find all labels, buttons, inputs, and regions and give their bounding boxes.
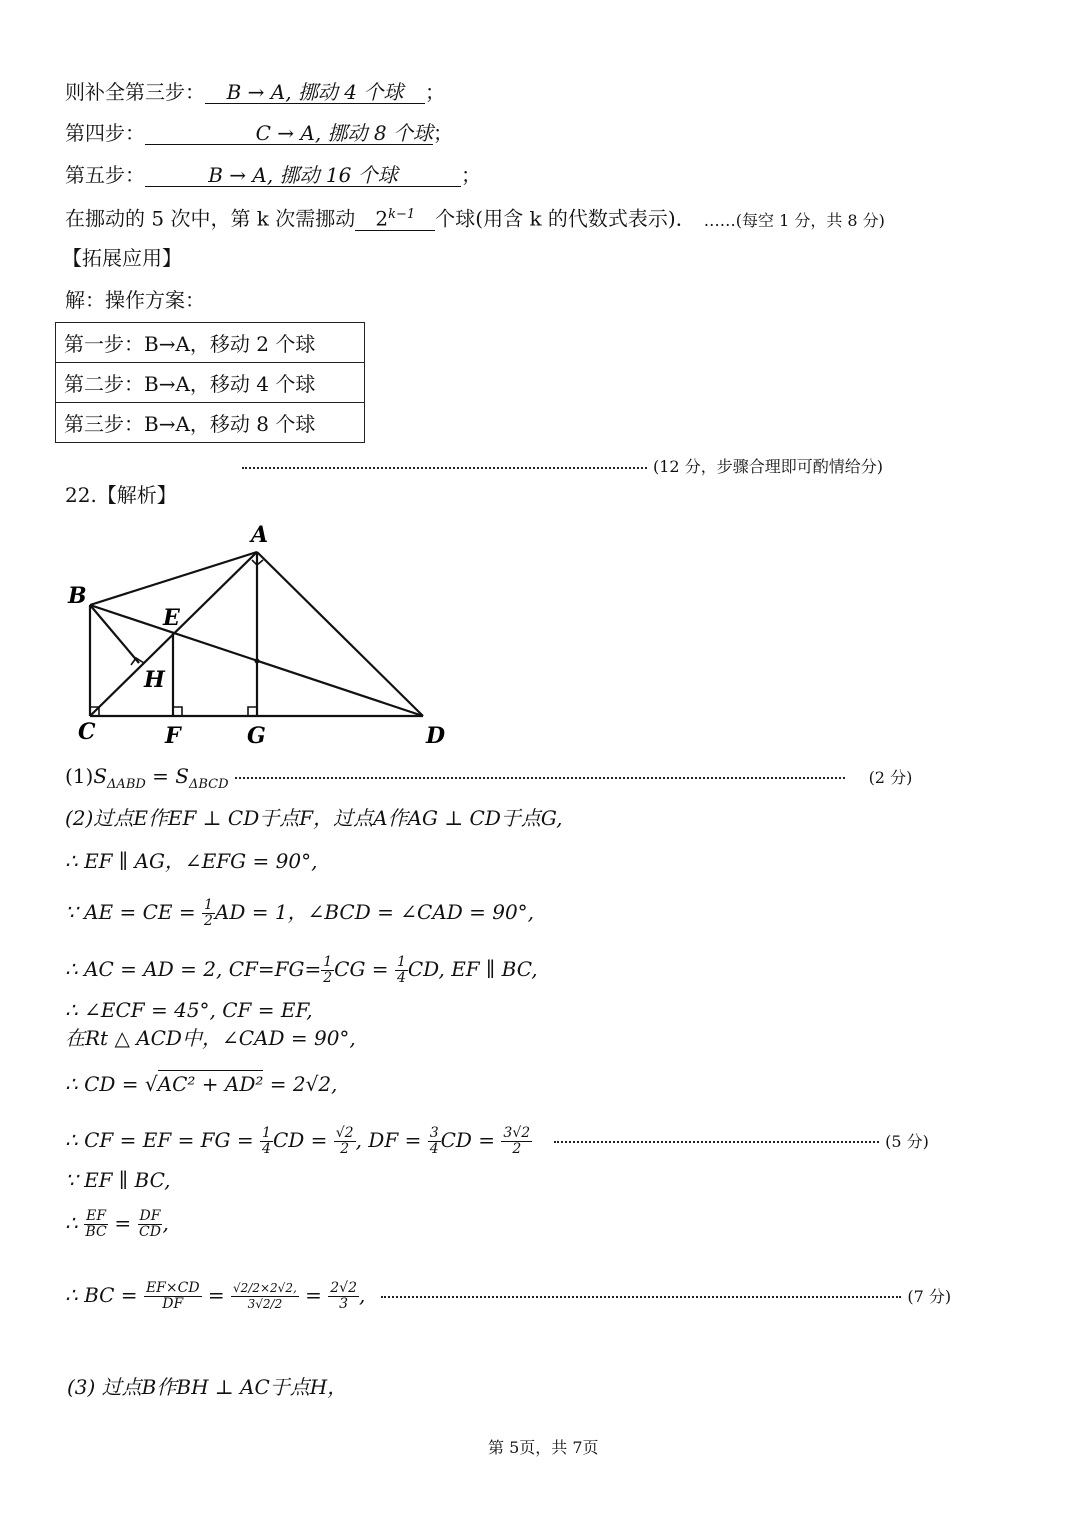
fraction-den: 4: [262, 1141, 271, 1157]
fraction-num: √2: [335, 1125, 354, 1141]
part1-sub1: ΔABD: [107, 777, 146, 792]
point-label-g: G: [247, 723, 266, 749]
step4-prefix: 第四步：: [65, 121, 145, 145]
step4-answer: C → A, 挪动 8 个球: [145, 122, 433, 145]
dotted-leader: [235, 777, 845, 779]
dotted-leader: [381, 1296, 901, 1298]
fraction-den: 4: [429, 1141, 439, 1157]
part1-label: (1): [65, 764, 94, 788]
point-label-f: F: [165, 723, 181, 749]
cf-c: , DF =: [355, 1128, 428, 1152]
bc-a: ∴ BC =: [65, 1283, 144, 1307]
point-label-c: C: [78, 719, 96, 745]
page-footer: 第 5页，共 7页: [488, 1438, 599, 1457]
fraction-half: [321, 955, 334, 986]
dotted-leader: [554, 1141, 879, 1143]
table-cell: 第一步：B→A，移动 2 个球: [56, 323, 365, 363]
fraction-den: 2: [512, 1141, 522, 1157]
fraction-two-root2-over-3: [328, 1281, 359, 1312]
point-label-d: D: [426, 723, 446, 749]
kth-suffix: 个球(用含 k 的代数式表示)．: [435, 206, 696, 231]
point-label-e: E: [163, 605, 180, 631]
fraction-den: 3: [339, 1296, 349, 1312]
fraction-num: 1: [203, 897, 213, 913]
ae-ce-a: ∵ AE = CE =: [65, 900, 202, 924]
fraction-den: 2: [203, 913, 213, 929]
step3-answer: B → A, 挪动 4 个球: [205, 81, 425, 104]
table-row: [56, 363, 365, 403]
fraction-ef-bc: [84, 1209, 108, 1240]
fraction-den: DF: [162, 1296, 184, 1312]
part1-sub2: ΔBCD: [189, 777, 229, 792]
dotted-leader: [242, 467, 647, 469]
part1-score: (2 分): [868, 768, 913, 787]
fraction-quarter: [395, 955, 408, 986]
table-row: [56, 403, 365, 443]
cf-d: CD =: [440, 1128, 502, 1152]
step4-end: ；: [433, 121, 453, 145]
fraction-three-root2-over-2: [501, 1126, 532, 1157]
part3-line: (3) 过点B作BH ⊥ AC于点H，: [67, 1375, 348, 1399]
ac-ad-c: CD, EF ∥ BC,: [407, 957, 538, 981]
step5-prefix: 第五步：: [65, 163, 145, 187]
steps-table: [55, 322, 365, 443]
ef-parallel-bc-line: ∵ EF ∥ BC,: [65, 1168, 171, 1192]
fraction-num: DF: [139, 1208, 161, 1224]
ext-heading: 【拓展应用】: [62, 246, 182, 270]
table-cell: 第二步：B→A，移动 4 个球: [56, 363, 365, 403]
fraction-half: [202, 898, 215, 929]
kth-exponent: k−1: [388, 207, 416, 222]
fraction-num: 2√2: [330, 1280, 358, 1296]
fraction-den: CD: [139, 1224, 161, 1240]
fraction-num: EF×CD: [145, 1280, 200, 1296]
cf-ef-fg-line: [65, 1126, 929, 1157]
bc-score: (7 分): [907, 1287, 952, 1306]
point-label-b: B: [68, 583, 87, 609]
cd-a: ∴ CD =: [65, 1072, 145, 1096]
bc-line: ∴ BC = $\frac{EF\times CD}{DF}$ = $\frac{√2/2\times 2√2,}{3√2/2}$ = $\frac{2√2}{3}$ , (7 分): [65, 1280, 952, 1312]
ae-ce-line: [65, 898, 534, 929]
fraction-num: √2/2×2√2,: [233, 1281, 297, 1295]
geometry-figure: [60, 515, 460, 755]
table-cell: 第三步：B→A，移动 8 个球: [56, 403, 365, 443]
fraction-compound: [231, 1281, 299, 1312]
part1-eq: = S: [145, 764, 189, 788]
cd-b: = 2√2,: [263, 1072, 338, 1096]
cf-a: ∴ CF = EF = FG =: [65, 1128, 261, 1152]
step3-line: [65, 80, 445, 104]
fraction-den: 3√2/2: [247, 1297, 283, 1311]
ac-ad-b: CG =: [334, 957, 395, 981]
fraction-efcd-df: [144, 1281, 202, 1312]
part2-line: (2)过点E作EF ⊥ CD于点F，过点A作AG ⊥ CD于点G,: [65, 806, 563, 830]
fraction-quarter: [260, 1126, 273, 1157]
cf-score: (5 分): [885, 1132, 929, 1151]
q22-heading: 22.【解析】: [65, 483, 177, 507]
fraction-den: 2: [323, 970, 333, 986]
ecf-line: ∴ ∠ECF = 45°, CF = EF,: [65, 998, 313, 1022]
kth-answer: [355, 204, 435, 231]
fraction-df-cd: [138, 1209, 163, 1240]
step5-end: ；: [461, 163, 481, 187]
fraction-num: 3√2: [503, 1125, 531, 1141]
part1-line: [65, 764, 912, 797]
kth-prefix: 在挪动的 5 次中，第 k 次需挪动: [65, 206, 356, 231]
fraction-root2-over-2: [334, 1126, 356, 1157]
fraction-num: EF: [86, 1208, 107, 1224]
ratio-a: ∴: [65, 1211, 85, 1235]
sqrt-sign: √: [144, 1072, 158, 1096]
table-row: [56, 323, 365, 363]
fraction-den: 4: [396, 970, 406, 986]
ratio-b: ,: [162, 1211, 169, 1235]
ef-ag-line: ∴ EF ∥ AG，∠EFG = 90°,: [65, 849, 318, 873]
kth-move-line: [65, 204, 885, 233]
fraction-den: BC: [85, 1224, 107, 1240]
fraction-num: 1: [396, 954, 406, 970]
fraction-den: 2: [340, 1141, 350, 1157]
step5-line: [65, 163, 481, 187]
fraction-num: 1: [323, 954, 333, 970]
step3-end: ；: [425, 80, 445, 104]
cd-radicand: AC² + AD²: [157, 1072, 264, 1096]
table-score-line: [236, 455, 883, 479]
kth-score: ……(每空 1 分，共 8 分): [703, 210, 885, 230]
fraction-num: 3: [429, 1125, 439, 1141]
step4-line: [65, 121, 453, 145]
ac-ad-a: ∴ AC = AD = 2, CF=FG=: [65, 957, 322, 981]
cf-b: CD =: [272, 1128, 334, 1152]
point-label-a: A: [251, 522, 269, 548]
step3-prefix: 则补全第三步：: [65, 80, 205, 104]
kth-base: 2: [375, 206, 389, 231]
table-score: (12 分，步骤合理即可酌情给分): [653, 457, 883, 476]
fraction-num: 1: [262, 1125, 271, 1141]
step5-answer: B → A, 挪动 16 个球: [145, 164, 461, 187]
solution-intro: 解：操作方案：: [65, 288, 205, 312]
ac-ad-line: [65, 955, 538, 986]
ae-ce-b: AD = 1，∠BCD = ∠CAD = 90°,: [214, 900, 535, 924]
fraction-three-quarter: [428, 1126, 441, 1157]
part1-expr: S: [93, 764, 108, 788]
point-label-h: H: [144, 667, 165, 693]
cd-line: [65, 1072, 337, 1096]
ratio-line: ∴ $\frac{EF}{BC}$ = $\frac{DF}{CD}$ ,: [65, 1208, 169, 1240]
rt-triangle-line: 在Rt △ ACD中，∠CAD = 90°,: [65, 1026, 356, 1050]
